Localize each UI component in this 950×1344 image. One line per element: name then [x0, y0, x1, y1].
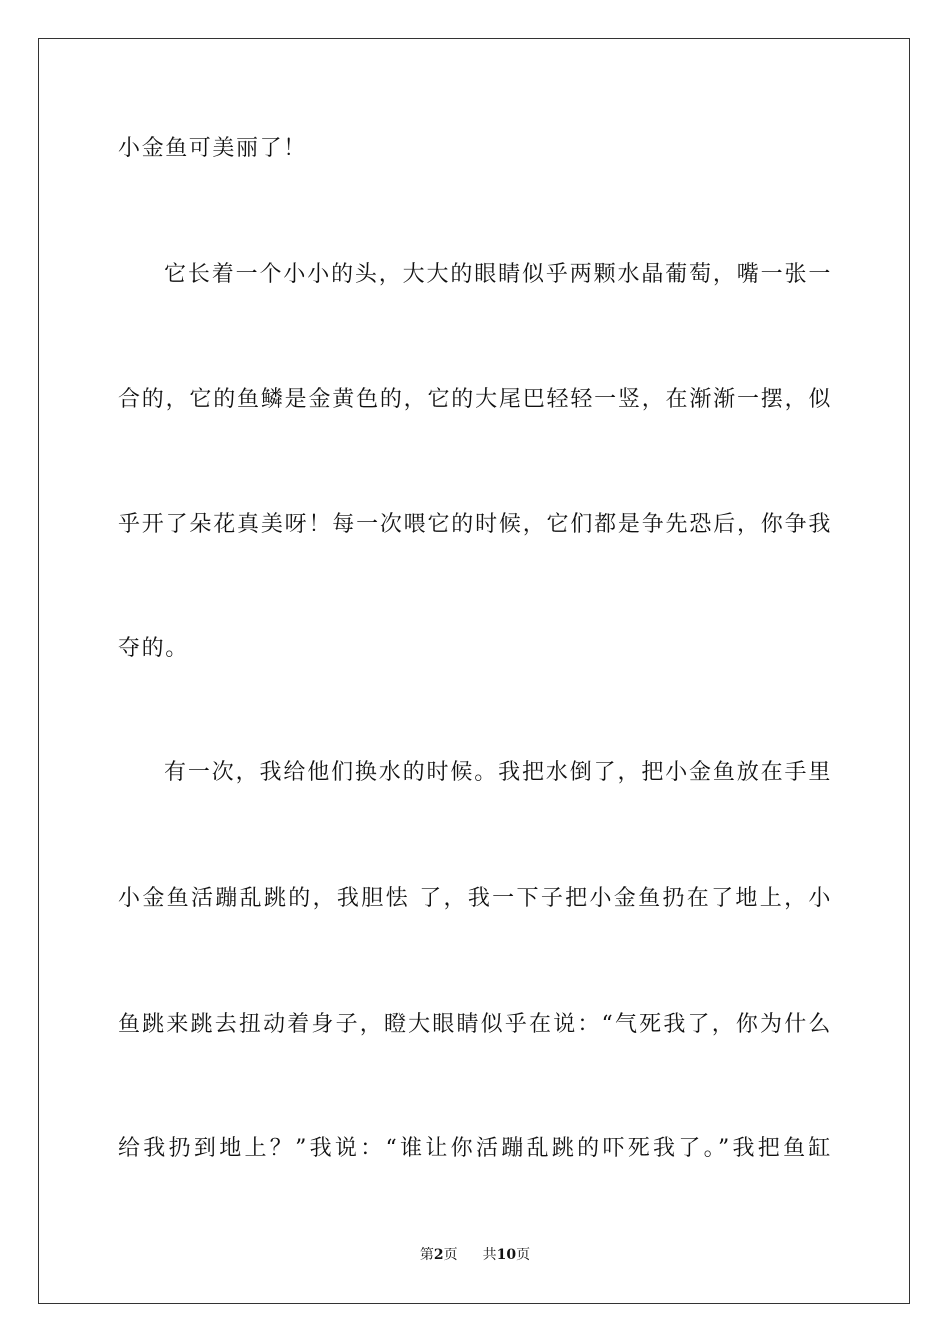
total-prefix: 共 — [482, 1247, 497, 1263]
text-line: 有一次，我给他们换水的时候。我把水倒了，把小金鱼放在手里 — [164, 760, 832, 785]
text-line: 它长着一个小小的头，大大的眼睛似乎两颗水晶葡萄，嘴一张一 — [164, 262, 832, 287]
page-prefix: 第 — [419, 1247, 434, 1263]
total-pages-label — [483, 1247, 530, 1263]
text-line: 给我扔到地上？”我说：“谁让你活蹦乱跳的吓死我了。”我把鱼缸 — [118, 1136, 832, 1161]
text-line: 夺的。 — [118, 636, 189, 661]
page-suffix: 页 — [443, 1247, 458, 1263]
total-number: 10 — [496, 1247, 517, 1263]
text-line: 鱼跳来跳去扭动着身子，瞪大眼睛似乎在说：“气死我了，你为什么 — [118, 1012, 832, 1037]
page-footer — [0, 1246, 950, 1264]
text-line: 小金鱼活蹦乱跳的，我胆怯 了，我一下子把小金鱼扔在了地上，小 — [118, 886, 832, 911]
text-line: 小金鱼可美丽了！ — [118, 136, 307, 161]
page-number: 2 — [433, 1247, 444, 1263]
page-border — [38, 38, 910, 1304]
total-suffix: 页 — [516, 1247, 531, 1263]
page-label — [420, 1247, 462, 1263]
text-line: 乎开了朵花真美呀！每一次喂它的时候，它们都是争先恐后，你争我 — [118, 512, 832, 537]
text-line: 合的，它的鱼鳞是金黄色的，它的大尾巴轻轻一竖，在渐渐一摆，似 — [118, 387, 832, 412]
